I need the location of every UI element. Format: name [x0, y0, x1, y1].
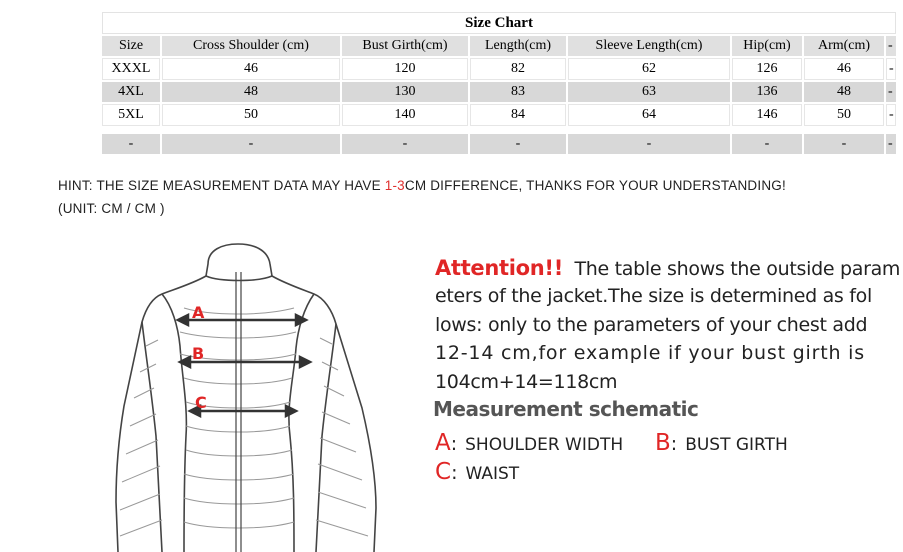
- table-row: [102, 58, 896, 80]
- label-c: C: [195, 393, 207, 412]
- table-cell: 46: [804, 58, 884, 80]
- column-header: Bust Girth(cm): [342, 36, 468, 56]
- column-header: Size: [102, 36, 160, 56]
- table-cell: -: [886, 58, 896, 80]
- table-cell: -: [342, 134, 468, 154]
- attention-line: lows: only to the parameters of your chest add: [435, 314, 868, 336]
- table-cell: 146: [732, 104, 802, 126]
- table-cell: XXXL: [102, 58, 160, 80]
- table-cell: 83: [470, 82, 566, 102]
- table-cell: -: [568, 134, 730, 154]
- table-cell: -: [162, 134, 340, 154]
- table-cell: -: [732, 134, 802, 154]
- attention-line: eters of the jacket.The size is determined as fol: [435, 285, 872, 307]
- table-cell: 136: [732, 82, 802, 102]
- column-header: Cross Shoulder (cm): [162, 36, 340, 56]
- table-cell: 50: [162, 104, 340, 126]
- legend-label: BUST GIRTH: [685, 435, 788, 455]
- hint-text: [58, 178, 786, 193]
- table-cell: 63: [568, 82, 730, 102]
- hint-range: 1-3: [384, 178, 405, 193]
- attention-text: The table shows the outside param: [574, 258, 901, 280]
- collar-outline: [206, 244, 272, 281]
- table-cell: 126: [732, 58, 802, 80]
- legend-key: C: [435, 459, 452, 485]
- table-header-row: [102, 36, 896, 56]
- legend-label: SHOULDER WIDTH: [465, 435, 624, 455]
- hint-text-part: CM DIFFERENCE, THANKS FOR YOUR UNDERSTANDING!: [404, 178, 786, 193]
- table-cell: -: [102, 134, 160, 154]
- table-title: Size Chart: [102, 12, 896, 34]
- table-cell: -: [470, 134, 566, 154]
- right-sleeve-inner: [316, 324, 336, 552]
- table-row: [102, 82, 896, 102]
- table-cell: 48: [162, 82, 340, 102]
- table-cell: -: [804, 134, 884, 154]
- jacket-diagram: [100, 236, 410, 552]
- attention-line: 104cm+14=118cm: [435, 371, 618, 393]
- column-header: Hip(cm): [732, 36, 802, 56]
- attention-line: [435, 256, 900, 280]
- table-cell: 5XL: [102, 104, 160, 126]
- table-cell: 4XL: [102, 82, 160, 102]
- legend-item-b: B: BUST GIRTH: [655, 430, 788, 456]
- column-header: -: [886, 36, 896, 56]
- label-b: B: [192, 344, 205, 363]
- table-cell: -: [886, 82, 896, 102]
- legend-item-a: A: SHOULDER WIDTH: [435, 430, 624, 456]
- legend-label: WAIST: [465, 464, 520, 484]
- size-chart-table: [100, 10, 898, 156]
- table-row: [102, 104, 896, 126]
- table-cell: -: [886, 134, 896, 154]
- legend-item-c: C: WAIST: [435, 459, 520, 485]
- legend-key: B: [655, 430, 671, 456]
- table-cell: 82: [470, 58, 566, 80]
- table-cell: 62: [568, 58, 730, 80]
- schematic-title: Measurement schematic: [433, 397, 699, 421]
- legend-key: A: [435, 430, 451, 456]
- column-header: Sleeve Length(cm): [568, 36, 730, 56]
- left-sleeve-inner: [142, 322, 162, 552]
- attention-label: Attention!!: [435, 256, 563, 280]
- column-header: Arm(cm): [804, 36, 884, 56]
- table-cell: 130: [342, 82, 468, 102]
- table-cell: 120: [342, 58, 468, 80]
- attention-line: 12-14 cm,for example if your bust girth is: [435, 342, 865, 364]
- column-header: Length(cm): [470, 36, 566, 56]
- table-cell: 48: [804, 82, 884, 102]
- table-cell: 64: [568, 104, 730, 126]
- table-row-empty: [102, 134, 896, 154]
- table-cell: 46: [162, 58, 340, 80]
- table-cell: 140: [342, 104, 468, 126]
- table-cell: 50: [804, 104, 884, 126]
- label-a: A: [192, 303, 205, 322]
- table-cell: -: [886, 104, 896, 126]
- unit-text: (UNIT: CM / CM ): [58, 201, 165, 216]
- hint-text-part: HINT: THE SIZE MEASUREMENT DATA MAY HAVE: [58, 178, 385, 193]
- table-cell: 84: [470, 104, 566, 126]
